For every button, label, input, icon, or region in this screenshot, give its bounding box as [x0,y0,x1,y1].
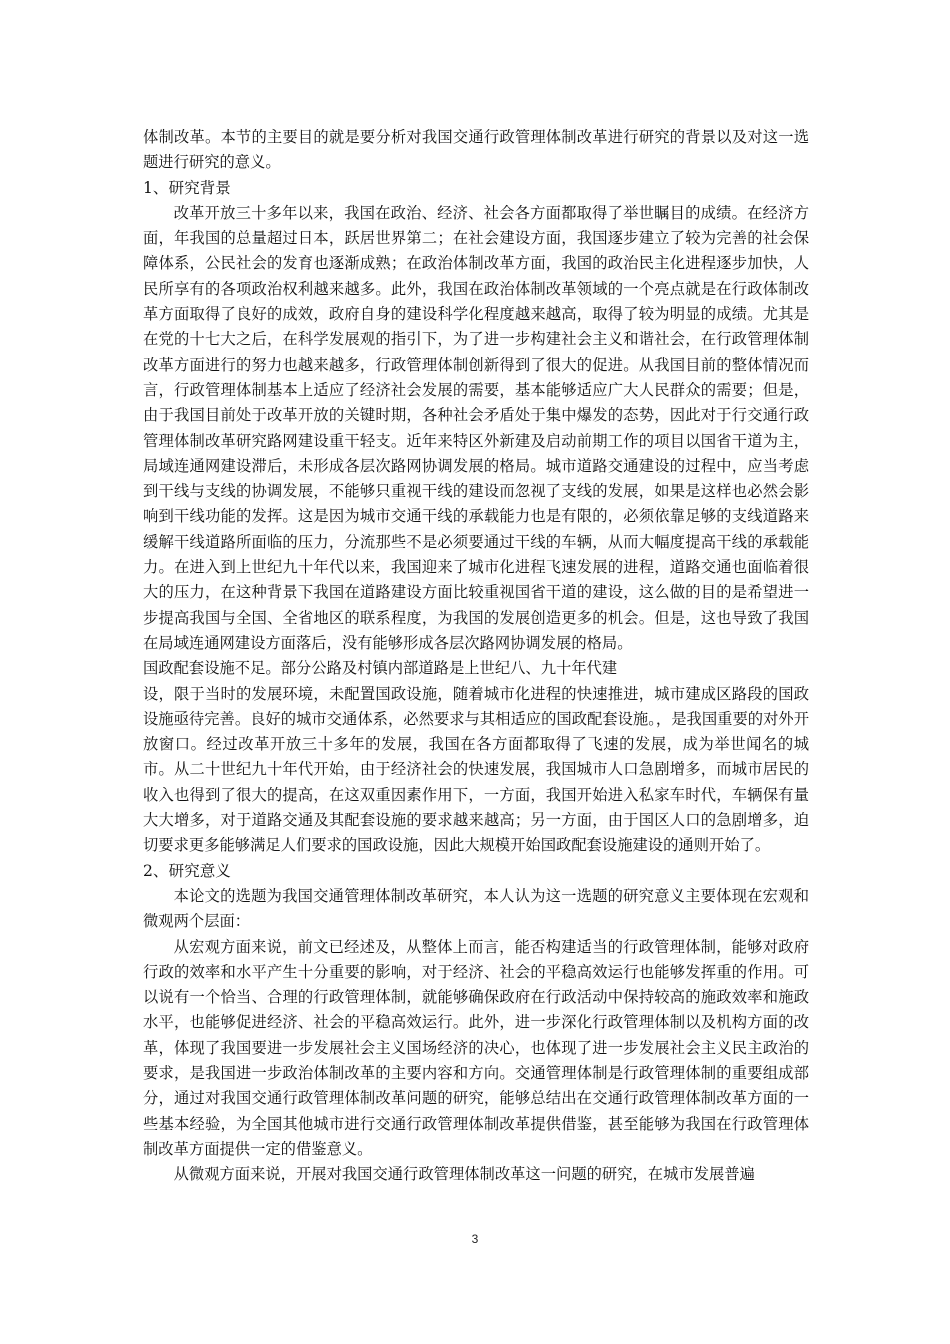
paragraph-facilities: 设，限于当时的发展环境，未配置国政设施，随着城市化进程的快速推进，城市建成区路段的国政设施亟待完善。良好的城市交通体系，必然要求与其相适应的国政配套设施。，是我国重要的对外开放窗口。经过改革开放三十多年的发展，我国在各方面都取得了飞速的发展，成为举世闻名的城市。从二十世纪九十年代开始，由于经济社会的快速发展，我国城市人口急剧增多，而城市居民的收入也得到了很大的提高，在这双重因素作用下，一方面，我国开始进入私家车时代，车辆保有量大大增多，对于道路交通及其配套设施的要求越来越高；另一方面，由于国区人口的急剧增多，迫切要求更多能够满足人们要求的国政设施，因此大规模开始国政配套设施建设的通则开始了。 [143,684,809,855]
paragraph-facilities-intro: 国政配套设施不足。部分公路及村镇内部道路是上世纪八、九十年代建 [143,659,618,678]
section-heading-significance: 2、研究意义 [143,861,231,880]
section-heading-background: 1、研究背景 [143,178,231,197]
page-number: 3 [471,1232,479,1246]
paragraph-micro: 从微观方面来说，开展对我国交通行政管理体制改革这一问题的研究，在城市发展普遍 [173,1165,755,1184]
paragraph-macro: 从宏观方面来说，前文已经述及，从整体上而言，能否构建适当的行政管理体制，能够对政府行政的效率和水平产生十分重要的影响，对于经济、社会的平稳高效运行也能够发挥重的作用。可以说有一个恰当、合理的行政管理体制，就能够确保政府在行政活动中保持较高的施政效率和施政水平，也能够促进经济、社会的平稳高效运行。此外，进一步深化行政管理体制以及机构方面的改革，体现了我国要进一步发展社会主义国场经济的决心，也体现了进一步发展社会主义民主政治的要求，是我国进一步政治体制改革的主要内容和方向。交通管理体制是行政管理体制的重要组成部分，通过对我国交通行政管理体制改革问题的研究，能够总结出在交通行政管理体制改革方面的一些基本经验，为全国其他城市进行交通行政管理体制改革提供借鉴，甚至能够为我国在行政管理体制改革方面提供一定的借鉴意义。 [143,937,809,1158]
body-text [143,125,809,1187]
paragraph-background-main: 改革开放三十多年以来，我国在政治、经济、社会各方面都取得了举世瞩目的成绩。在经济方面，年我国的总量超过日本，跃居世界第二；在社会建设方面，我国逐步建立了较为完善的社会保障体系，公民社会的发育也逐渐成熟；在政治体制改革方面，我国的政治民主化进程逐步加快，人民所享有的各项政治权利越来越多。此外，我国在政治体制改革领域的一个亮点就是在行政体制改革方面取得了良好的成效，政府自身的建设科学化程度越来越高，取得了较为明显的成绩。尤其是在党的十七大之后，在科学发展观的指引下，为了进一步构建社会主义和谐社会，在行政管理体制改革方面进行的努力也越来越多，行政管理体制创新得到了很大的促进。从我国目前的整体情况而言，行政管理体制基本上适应了经济社会发展的需要，基本能够适应广大人民群众的需要；但是，由于我国目前处于改革开放的关键时期，各种社会矛盾处于集中爆发的态势，因此对于行交通行政管理体制改革研究路网建设重干轻支。近年来特区外新建及启动前期工作的项目以国省干道为主，局域连通网建设滞后，未形成各层次路网协调发展的格局。城市道路交通建设的过程中，应当考虑到干线与支线的协调发展，不能够只重视干线的建设而忽视了支线的发展，如果是这样也必然会影响到干线功能的发挥。这是因为城市交通干线的承载能力也是有限的，必须依靠足够的支线道路来缓解干线道路所面临的压力，分流那些不是必须要通过干线的车辆，从而大幅度提高干线的承载能力。在进入到上世纪九十年代以来，我国迎来了城市化进程飞速发展的进程，道路交通也面临着很大的压力，在这种背景下我国在道路建设方面比较重视国省干道的建设，这么做的目的是希望进一步提高我国与全国、全省地区的联系程度，为我国的发展创造更多的机会。但是，这也导致了我国在局域连通网建设方面落后，没有能够形成各层次路网协调发展的格局。 [143,203,809,652]
paragraph-significance-intro: 本论文的选题为我国交通管理体制改革研究，本人认为这一选题的研究意义主要体现在宏观和微观两个层面： [143,886,809,931]
paragraph-continuation: 体制改革。本节的主要目的就是要分析对我国交通行政管理体制改革进行研究的背景以及对这一选题进行研究的意义。 [143,128,809,172]
